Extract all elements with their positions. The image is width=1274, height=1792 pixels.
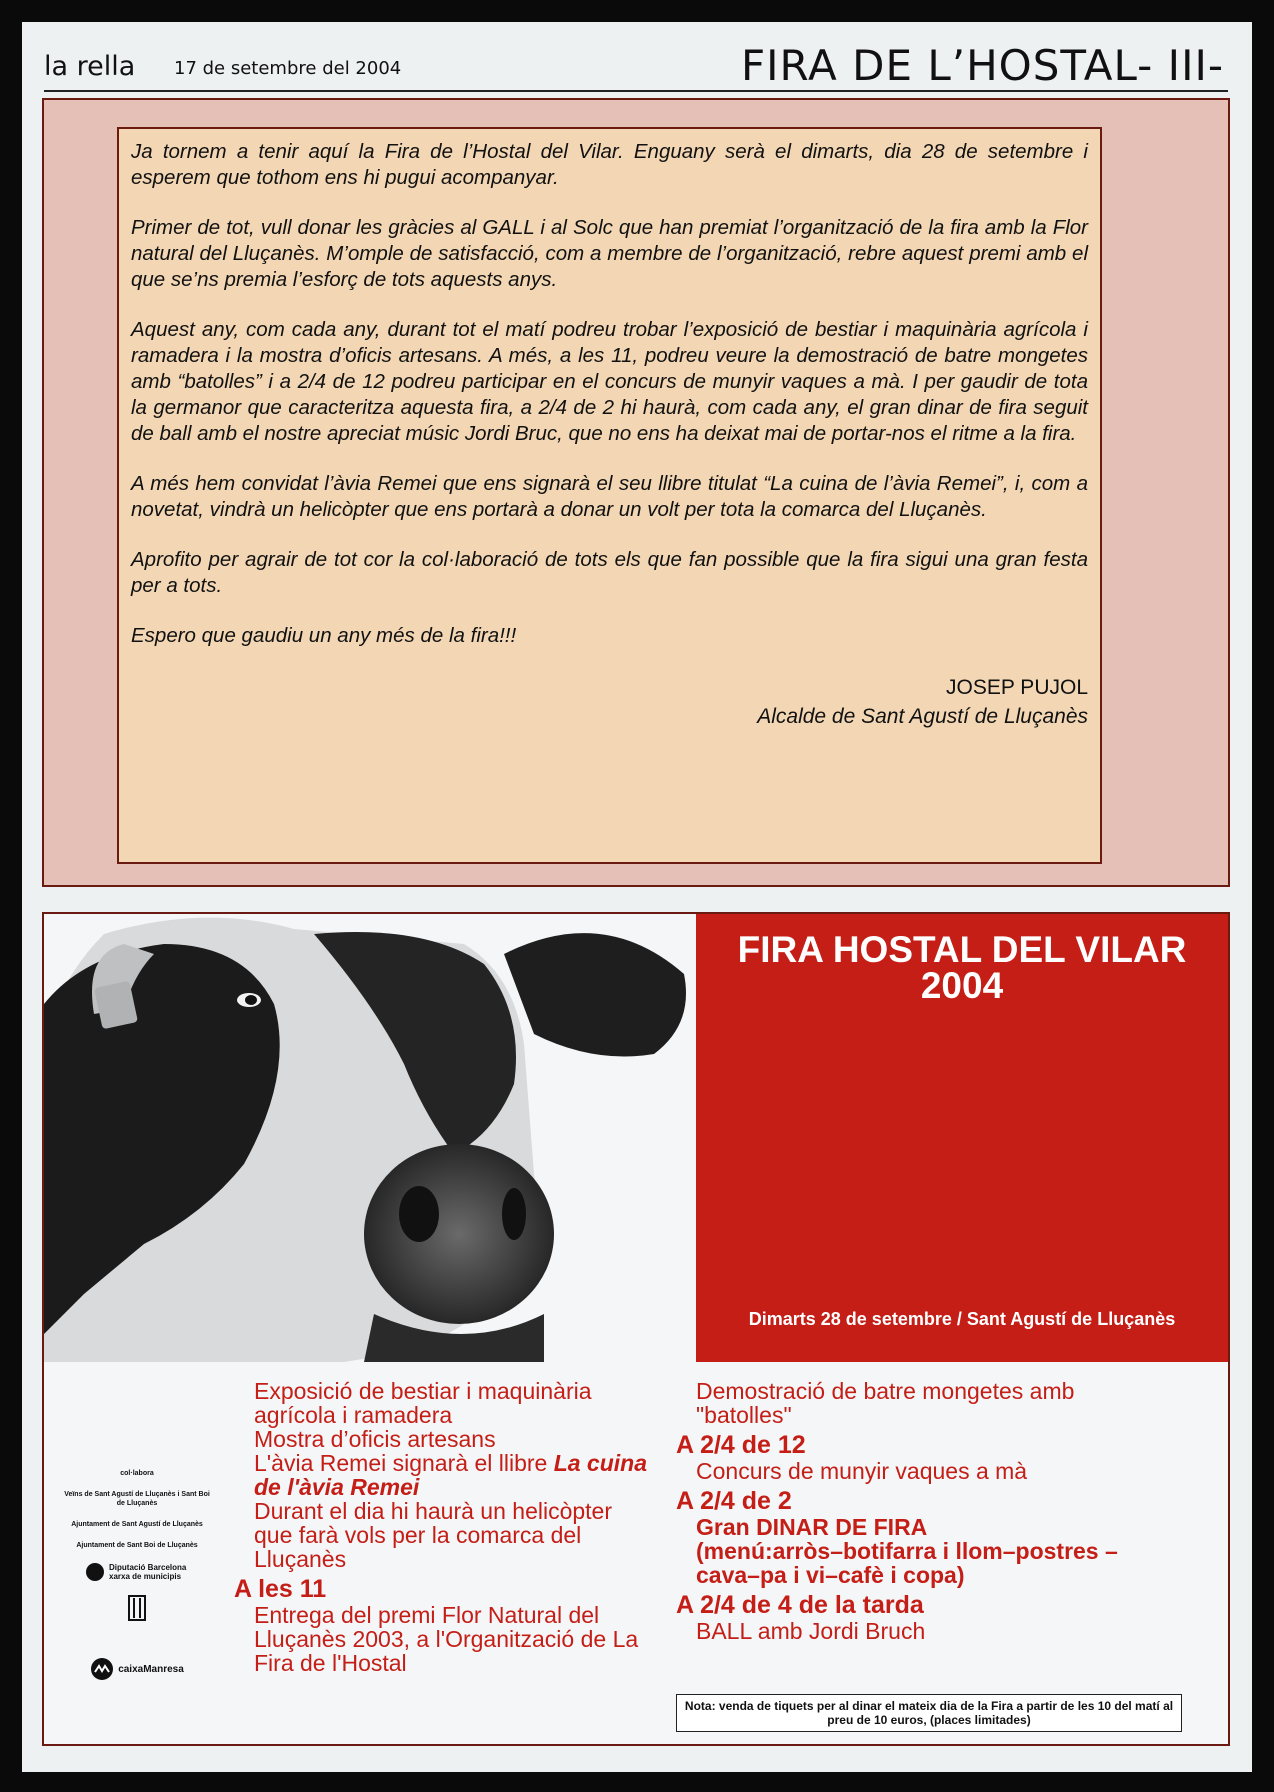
- program-item: Concurs de munyir vaques a mà: [696, 1458, 1028, 1484]
- poster-date-place: Dimarts 28 de setembre / Sant Agustí de Lluçanès: [748, 1309, 1176, 1329]
- program-right: [676, 1379, 1176, 1643]
- program-item: Exposició de bestiar i maquinària agrícola i ramadera: [254, 1378, 592, 1428]
- program-item: (menú:arròs–botifarra i llom–postres –cava–pa i vi–cafè i copa): [696, 1538, 1118, 1588]
- newspaper-page: [22, 22, 1252, 1772]
- poster-title-line1: FIRA HOSTAL DEL VILAR: [737, 929, 1187, 970]
- cow-photo: [44, 914, 696, 1362]
- letter-paragraph: A més hem convidat l’àvia Remei que ens signarà el seu llibre titulat “La cuina de l’àvia Remei”, i, com a novetat, vindrà un helicòpter que ens portarà a donar un volt per tota la comarca del Lluçanès.: [131, 472, 1088, 521]
- program-time: A 2/4 de 2: [676, 1487, 792, 1515]
- program-left: [234, 1379, 654, 1675]
- sponsor-ajuntament-sant-boi: Ajuntament de Sant Boi de Lluçanès: [76, 1542, 198, 1549]
- program-item: Demostració de batre mongetes amb "batolles": [696, 1378, 1075, 1428]
- program-item: [234, 1451, 654, 1499]
- diputacio-logo-icon: [85, 1562, 105, 1582]
- letter-paragraph: Espero que gaudiu un any més de la fira!!!: [131, 624, 517, 647]
- diputacio-text: Diputació Barcelona xarxa de municipis: [109, 1563, 187, 1581]
- sponsor-diputacio: [62, 1562, 212, 1582]
- publication-name: la rella: [44, 51, 136, 82]
- cow-image: [44, 914, 696, 1362]
- letter-frame: [42, 98, 1230, 887]
- letter-paragraph: Ja tornem a tenir aquí la Fira de l’Hostal del Vilar. Enguany serà el dimarts, dia 28 de setembre i esperem que tothom ens hi pugui acompanyar.: [131, 140, 1088, 189]
- sponsor-ajuntament-sant-agusti: Ajuntament de Sant Agustí de Lluçanès: [71, 1521, 203, 1528]
- program-item: Durant el dia hi haurà un helicòpter que farà vols per la comarca del Lluçanès: [254, 1498, 613, 1572]
- signature-name: JOSEP PUJOL: [946, 676, 1088, 699]
- caixa-logo-icon: [90, 1657, 114, 1681]
- program-item: BALL amb Jordi Bruch: [696, 1618, 926, 1644]
- poster-title-line2: 2004: [920, 965, 1004, 1006]
- issue-date: 17 de setembre del 2004: [174, 58, 402, 79]
- sponsors: [62, 1469, 212, 1681]
- sponsors-label: col·labora: [120, 1470, 154, 1477]
- generalitat-logo-icon: [125, 1594, 149, 1624]
- page-header: [44, 38, 1228, 92]
- program-item: Entrega del premi Flor Natural del Lluçanès 2003, a l'Organització de La Fira de l'Hostal: [254, 1602, 639, 1676]
- fair-poster: [42, 912, 1230, 1746]
- letter-paragraph: Aprofito per agrair de tot cor la col·laboració de tots els que fan possible que la fira sigui una gran festa per a tots.: [131, 548, 1088, 597]
- book-title: La cuina de l'àvia Remei: [254, 1450, 648, 1500]
- program-time: A 2/4 de 12: [676, 1431, 806, 1459]
- signature-role: Alcalde de Sant Agustí de Lluçanès: [757, 705, 1088, 728]
- letter-box: [117, 127, 1102, 864]
- program-item: Gran DINAR DE FIRA: [696, 1514, 928, 1540]
- poster-title: [696, 929, 1228, 1006]
- program-time: A les 11: [234, 1575, 327, 1603]
- signature: [131, 673, 1088, 731]
- section-title: FIRA DE L’HOSTAL- III-: [741, 41, 1224, 90]
- program-item-text: L'àvia Remei signarà el llibre: [254, 1450, 554, 1476]
- sponsor-neighbours: Veïns de Sant Agustí de Lluçanès i Sant Boi de Lluçanès: [64, 1491, 210, 1507]
- ticket-note: Nota: venda de tiquets per al dinar el mateix dia de la Fira a partir de les 10 del matí al preu de 10 euros, (places limitades): [676, 1694, 1182, 1732]
- caixa-text: caixaManresa: [118, 1663, 184, 1675]
- poster-title-panel: [696, 914, 1228, 1362]
- letter-paragraph: Aquest any, com cada any, durant tot el matí podreu trobar l’exposició de bestiar i maquinària agrícola i ramadera i la mostra d’oficis artesans. A més, a les 11, podreu veure la demostració de batre mongetes amb “batolles” i a 2/4 de 12 podreu participar en el concurs de munyir vaques a mà. I per gaudir de tota la germanor que caracteritza aquesta fira, a 2/4 de 2 hi haurà, com cada any, el gran dinar de fira seguit de ball amb el nostre apreciat músic Jordi Bruc, que no ens ha deixat mai de portar-nos el ritme a la fira.: [131, 318, 1088, 445]
- program-item: Mostra d’oficis artesans: [254, 1426, 496, 1452]
- sponsor-caixa: [62, 1657, 212, 1681]
- program-time: A 2/4 de 4 de la tarda: [676, 1591, 924, 1619]
- letter-paragraph: Primer de tot, vull donar les gràcies al GALL i al Solc que han premiat l’organització de la fira amb la Flor natural del Lluçanès. M’omple de satisfacció, com a membre de l’organització, rebre aquest premi amb el que se’ns premia l’esforç de tots aquests anys.: [131, 216, 1088, 291]
